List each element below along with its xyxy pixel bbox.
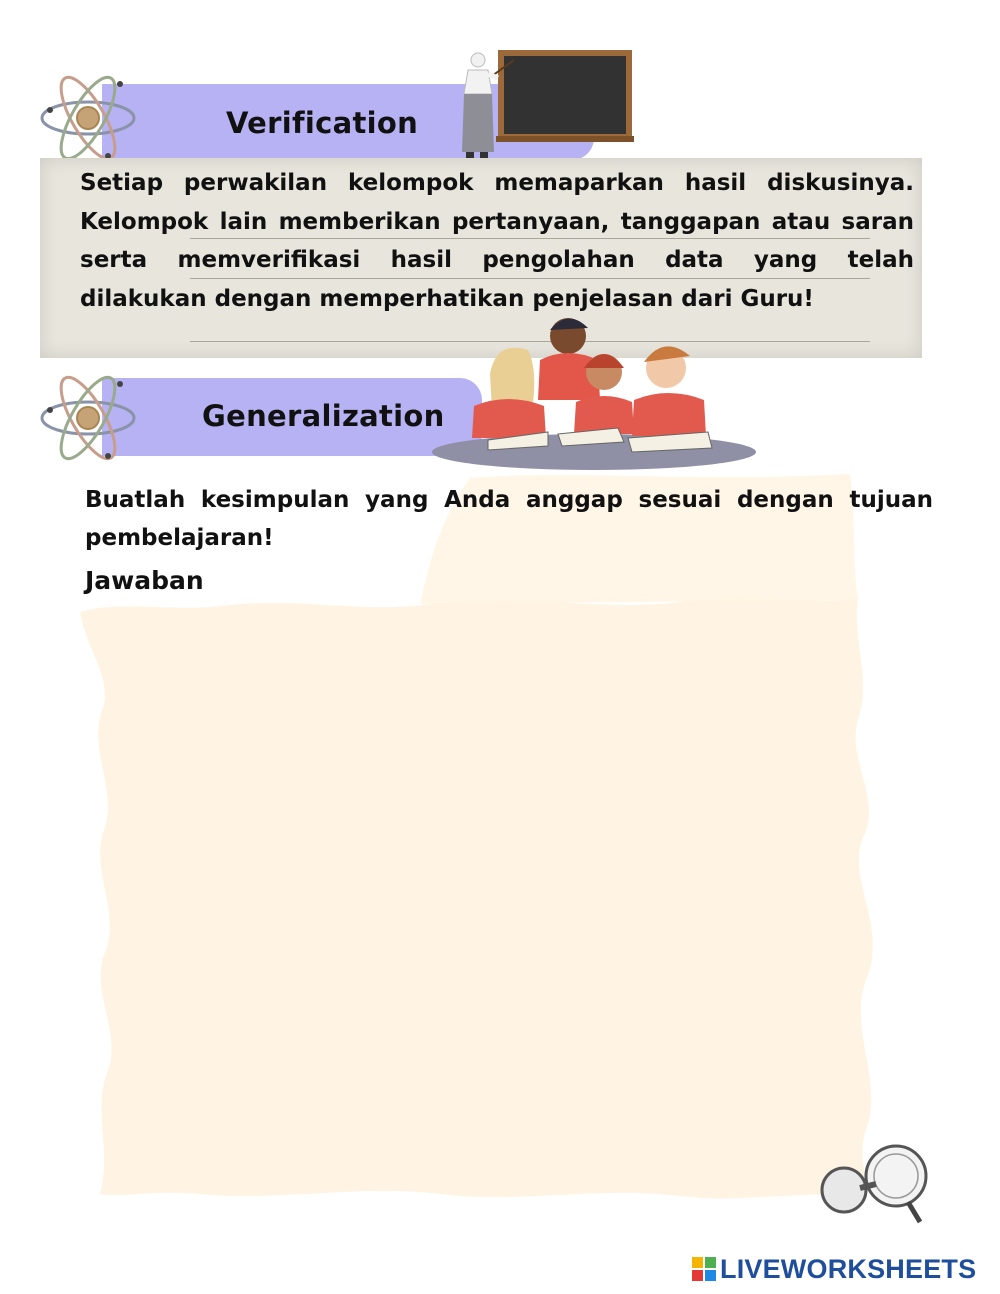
verification-title: Verification bbox=[226, 106, 419, 140]
brand-text: LIVEWORKSHEETS bbox=[720, 1253, 977, 1284]
verification-instruction-text: Setiap perwakilan kelompok memaparkan hasil diskusinya. Kelompok lain memberikan pertanyaan, tanggapan atau saran serta memverifikasi hasil pengolahan data yang telah dilakukan dengan memperhatikan penjelasan dari Guru! bbox=[80, 170, 914, 312]
teacher-chalkboard-illustration bbox=[452, 46, 636, 162]
atom-icon bbox=[38, 70, 138, 166]
liveworksheets-brand bbox=[692, 1254, 976, 1284]
liveworksheets-logo-icon bbox=[692, 1257, 716, 1281]
generalization-title: Generalization bbox=[202, 399, 445, 433]
atom-icon bbox=[38, 370, 138, 466]
answer-input-area[interactable] bbox=[110, 612, 850, 1182]
generalization-instruction-text: Buatlah kesimpulan yang Anda anggap sesuai dengan tujuan pembelajaran! bbox=[85, 487, 933, 551]
students-studying-illustration bbox=[428, 310, 760, 472]
answer-label: Jawaban bbox=[85, 566, 204, 595]
magnifying-glass-icon bbox=[816, 1140, 936, 1230]
